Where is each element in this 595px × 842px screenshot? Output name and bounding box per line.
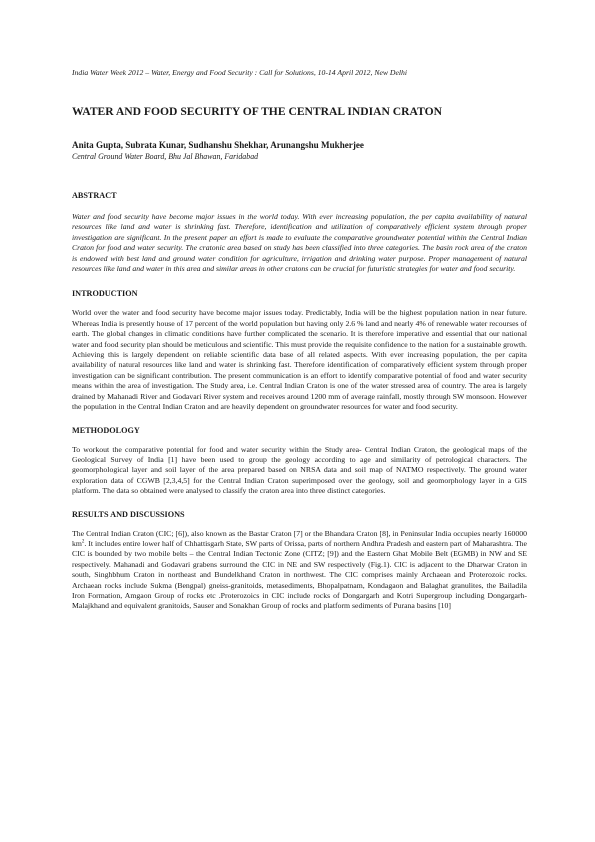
methodology-text: To workout the comparative potential for food and water security within the Study area- Central Indian Craton, the geological maps of the Geological Survey of India [1] have been used to group the geology according to age and similarity of petrological characters. The geomorphological layer and soil layer of the area prepared based on NRSA data and soil map of NATMO respectively. The ground water exploration data of CGWB [2,3,4,5] for the Central Indian Craton superimposed over the geology, soil and geomorphology layer in a GIS platform. The data so obtained were analysed to classify the craton area into three distinct categories. [72,444,527,496]
results-text-part-2: . It includes entire lower half of Chhattisgarh State, SW parts of Orissa, parts of northern Andhra Pradesh and eastern part of Maharashtra. The CIC is bounded by two mobile belts – the Central Indian Tectonic Zone (CITZ; [9]) and the Eastern Ghat Mobile Belt (EGMB) in NW and SE respectively. Mahanadi and Godavari grabens surround the CIC in NE and SW respectively (Fig.1). CIC is adjacent to the Dharwar Craton in south, Singhbhum Craton in northeast and Bundelkhand Craton in northwest. The CIC comprises mainly Archaean and Proterozoic rocks. Archaean rocks include Sukma (Bengpal) gneiss-granitoids, metasediments, Bhopalpatnam, Kondagaon and Balaghat granulites, the Bailadila Iron Formation, Amgaon Group of rocks etc .Proterozoics in CIC include rocks of Dongargarh and Kotri Supergroup including Dongargarh- Malajkhand and equivalent granitoids, Sauser and Sonakhan Group of rocks and platform sediments of Purana basins [10] [72,538,527,611]
author-list: Anita Gupta, Subrata Kunar, Sudhanshu Shekhar, Arunangshu Mukherjee [72,140,364,150]
area-unit-superscript: 2 [81,539,85,545]
abstract-text: Water and food security have become major issues in the world today. With ever increasing population, the per capita availability of natural resources like land and water is shrinking fast. Therefore, identification and utilization of comparatively efficient system through proper investigation are significant. In the present paper an effort is made to evaluate the comparative groundwater potential within the Central Indian Craton for food and water security. The cratonic area based on study has been classified into three categories. The basin rock area of the craton is endowed with best land and ground water condition for agriculture, irrigation and drinking water purpose. Proper management of natural resources like land and water in this area and similar areas in other cratons can be crucial for futuristic strategies for water and food security. [72,212,527,274]
results-text-part-1: The Central Indian Craton (CIC; [6]), also known as the Bastar Craton [7] or the Bhandara Craton [8], in Peninsular India occupies nearly 160000 km [72,528,527,548]
results-text [72,529,527,612]
introduction-heading: INTRODUCTION [72,289,138,299]
conference-header: India Water Week 2012 – Water, Energy and Food Security : Call for Solutions, 10-14 April 2012, New Delhi [72,68,408,77]
introduction-text: World over the water and food security have become major issues today. Predictably, India will be the highest population nation in near future. Whereas India is presently house of 17 percent of the world population but having only 2.6 % land and nearly 4% of renewable water recourses of earth. The global changes in climatic conditions have further complicated the scenario. It is therefore imperative and essential that our national water and food security plan should be meticulous and scientific. This must provide the requisite confidence to the nation for a sustainable growth. Achieving this is largely dependent on reliable scientific data base of all related aspects. With ever increasing population, the per capita availability of natural resources like land and water is shrinking fast. Therefore identification of comparatively efficient system through proper investigation can be significant contribution. The present communication is an effort to identify comparative potential of food and water security means within the area of investigation. The Study area, i.e. Central Indian Craton is one of the water stressed area of country. The area is largely drained by Mahanadi River and Godavari River system and receives around 1200 mm of average rainfall, mostly through SW monsoon. However the population in the Central Indian Craton and are heavily dependent on groundwater resources for water and food security. [72,308,527,412]
abstract-heading: ABSTRACT [72,191,117,200]
results-heading: RESULTS AND DISCUSSIONS [72,509,185,519]
paper-title: WATER AND FOOD SECURITY OF THE CENTRAL INDIAN CRATON [72,105,442,118]
author-affiliation: Central Ground Water Board, Bhu Jal Bhawan, Faridabad [72,152,259,161]
methodology-heading: METHODOLOGY [72,425,140,435]
paper-page [72,68,527,612]
